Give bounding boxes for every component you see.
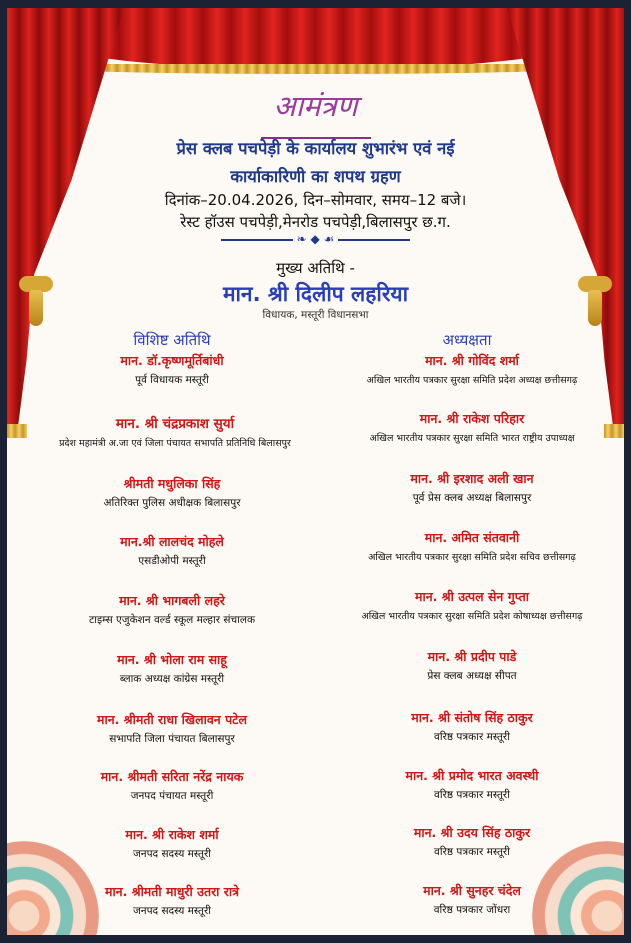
guest-designation: सभापति जिला पंचायत बिलासपुर: [109, 733, 235, 745]
presidency-entry: [327, 648, 617, 683]
president-designation: पूर्व प्रेस क्लब अध्यक्ष बिलासपुर: [412, 492, 532, 504]
president-designation: अखिल भारतीय पत्रकार सुरक्षा समिति प्रदेश अध्यक्ष छत्तीसगढ़: [366, 375, 578, 386]
chief-guest-label: मुख्य अतिथि -: [276, 259, 355, 277]
guest-name: मान. श्रीमती सरिता नरेंद्र नायक: [100, 769, 244, 784]
presidency-entry: [327, 352, 617, 386]
president-designation: अखिल भारतीय पत्रकार सुरक्षा समिति प्रदेश सचिव छत्तीसगढ़: [368, 552, 576, 563]
presidency-entry: [327, 588, 617, 622]
presidency-heading: अध्यक्षता: [442, 331, 492, 349]
president-name: मान. श्री संतोष सिंह ठाकुर: [411, 710, 533, 725]
invitation-card: [7, 8, 624, 935]
president-designation: अखिल भारतीय पत्रकार सुरक्षा समिति प्रदेश कोषाध्यक्ष छत्तीसगढ़: [361, 611, 583, 622]
guest-designation: जनपद पंचायत मस्तूरी: [130, 790, 214, 802]
president-designation: वरिष्ठ पत्रकार जोंधरा: [433, 904, 511, 916]
guest-designation: जनपद सदस्य मस्तूरी: [132, 848, 212, 860]
ornament-divider: ❧ ◆ ☙: [7, 232, 624, 246]
president-designation: वरिष्ठ पत्रकार मस्तूरी: [434, 789, 510, 801]
president-name: मान. श्री इरशाद अली खान: [410, 471, 534, 486]
invitation-heading: आमंत्रण: [273, 89, 358, 123]
event-date-line: दिनांक–20.04.2026, दिन–सोमवार, समय–12 बजे।: [164, 191, 467, 209]
event-title-line2: कार्याकारिणी का शपथ ग्रहण: [230, 167, 401, 186]
guest-name: मान. डॉ.कृष्णमूर्तिबांधी: [120, 353, 224, 368]
guest-designation: जनपद सदस्य मस्तूरी: [132, 905, 212, 917]
special-guest-entry: [37, 711, 307, 746]
president-name: मान. श्री प्रदीप पाडे: [427, 649, 517, 664]
guest-name: मान. श्री भागबली लहरे: [119, 593, 225, 608]
special-guest-entry: [35, 414, 315, 449]
president-name: मान. श्री राकेश परिहार: [419, 411, 525, 426]
president-name: मान. श्री प्रमोद भारत अवस्थी: [405, 768, 539, 783]
president-name: मान. श्री उदय सिंह ठाकुर: [413, 825, 531, 840]
guest-name: मान. श्रीमती राधा खिलावन पटेल: [97, 712, 247, 727]
president-name: मान. श्री सुनहर चंदेल: [423, 883, 521, 898]
president-name: मान. श्री गोविंद शर्मा: [425, 353, 519, 368]
guest-name: मान. श्रीमती माधुरी उतरा रात्रे: [104, 884, 240, 899]
presidency-entry: [327, 882, 617, 917]
event-venue-line: रेस्ट हॉउस पचपेड़ी,मेनरोड पचपेड़ी,बिलासपुर छ.ग.: [180, 213, 451, 231]
guest-designation: पूर्व विधायक मस्तूरी: [135, 374, 209, 386]
special-guest-entry: [37, 352, 307, 387]
guest-designation: ब्लाक अध्यक्ष कांग्रेस मस्तूरी: [119, 673, 225, 685]
chief-guest-name: मान. श्री दिलीप लहरिया: [222, 282, 409, 306]
special-guest-entry: [37, 533, 307, 568]
presidency-entry: [327, 767, 617, 802]
guest-name: मान. श्री चंद्रप्रकाश सुर्या: [115, 416, 235, 432]
guest-name: मान.श्री लालचंद मोहले: [120, 534, 224, 549]
special-guests-heading: विशिष्ट अतिथि: [133, 331, 211, 349]
president-name: मान. श्री उत्पल सेन गुप्ता: [415, 589, 529, 604]
special-guest-entry: [37, 826, 307, 861]
president-designation: वरिष्ठ पत्रकार मस्तूरी: [434, 846, 510, 858]
special-guest-entry: [37, 651, 307, 686]
guest-designation: अतिरिक्त पुलिस अधीक्षक बिलासपुर: [103, 497, 241, 509]
guest-designation: प्रदेश महामंत्री अ.जा एवं जिला पंचायत सभापति प्रतिनिधि बिलासपुर: [59, 438, 291, 449]
presidency-entry: [327, 824, 617, 859]
chief-guest-designation: विधायक, मस्तूरी विधानसभा: [262, 309, 369, 321]
valance-fringe: [67, 64, 564, 74]
presidency-entry: [327, 410, 617, 444]
president-designation: प्रेस क्लब अध्यक्ष सीपत: [427, 670, 517, 682]
presidency-entry: [327, 529, 617, 563]
event-title-line1: प्रेस क्लब पचपेड़ी के कार्यालय शुभारंभ एवं नई: [176, 139, 455, 158]
guest-designation: एसडीओपी मस्तूरी: [138, 555, 206, 567]
president-name: मान. अमित संतवानी: [424, 530, 520, 545]
special-guest-entry: [37, 592, 307, 627]
presidency-entry: [327, 470, 617, 505]
guest-name: मान. श्री राकेश शर्मा: [125, 827, 219, 842]
president-designation: अखिल भारतीय पत्रकार सुरक्षा समिति भारत राष्ट्रीय उपाध्यक्ष: [369, 433, 575, 444]
presidency-entry: [327, 709, 617, 744]
special-guest-entry: [37, 768, 307, 803]
guest-designation: टाइम्स एजुकेशन वर्ल्ड स्कूल मल्हार संचालक: [88, 614, 256, 626]
special-guest-entry: [37, 883, 307, 918]
special-guest-entry: [37, 475, 307, 510]
guest-name: मान. श्री भोला राम साहू: [117, 652, 227, 667]
left-curtain-fringe: [7, 424, 27, 438]
president-designation: वरिष्ठ पत्रकार मस्तूरी: [434, 731, 510, 743]
guest-name: श्रीमती मधुलिका सिंह: [123, 476, 221, 491]
